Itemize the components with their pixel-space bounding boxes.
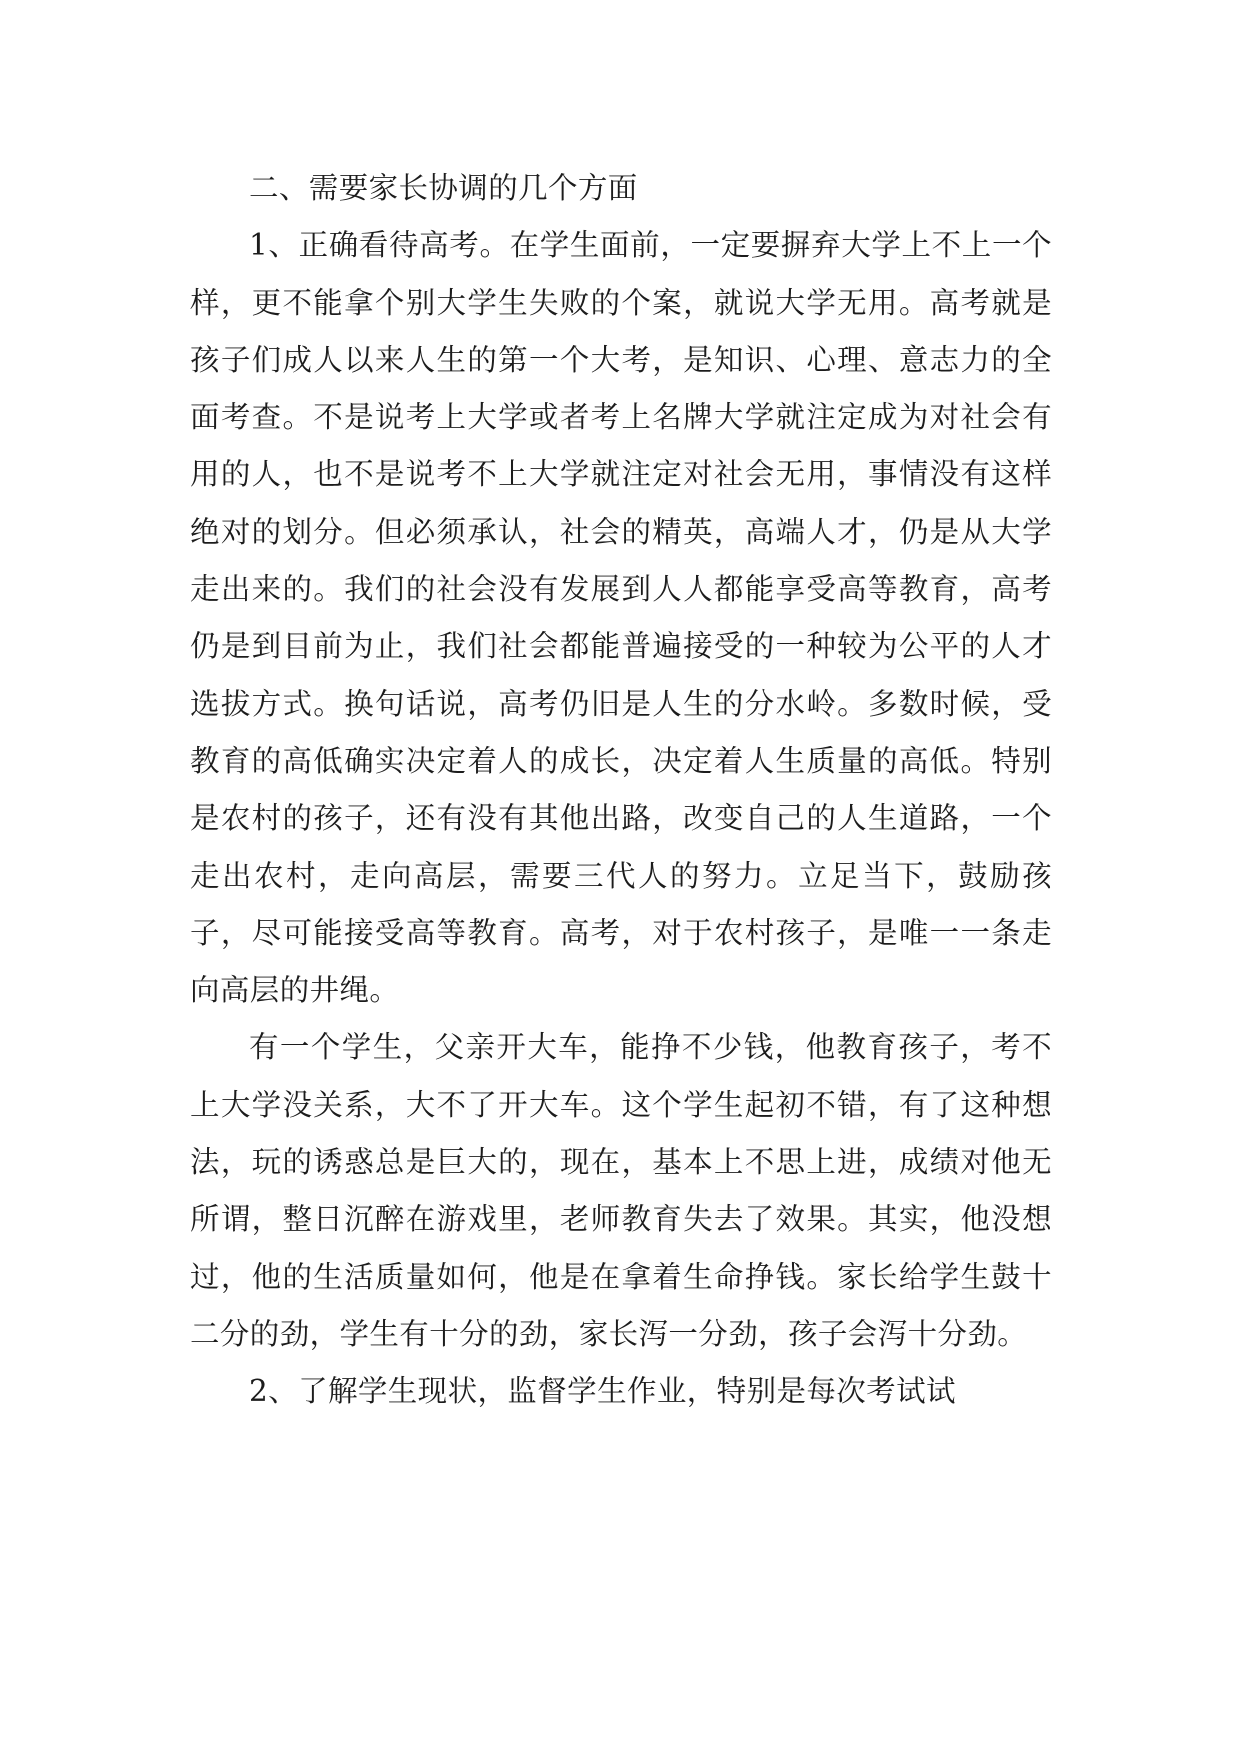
paragraph-gaokao: 1、正确看待高考。在学生面前，一定要摒弃大学上不上一个样，更不能拿个别大学生失败的个案，就说大学无用。高考就是孩子们成人以来人生的第一个大考，是知识、心理、意志力的全面考查。不是说考上大学或者考上名牌大学就注定成为对社会有用的人，也不是说考不上大学就注定对社会无用，事情没有这样绝对的划分。但必须承认，社会的精英，高端人才，仍是从大学走出来的。我们的社会没有发展到人人都能享受高等教育，高考仍是到目前为止，我们社会都能普遍接受的一种较为公平的人才选拔方式。换句话说，高考仍旧是人生的分水岭。多数时候，受教育的高低确实决定着人的成长，决定着人生质量的高低。特别是农村的孩子，还有没有其他出路，改变自己的人生道路，一个走出农村，走向高层，需要三代人的努力。立足当下，鼓励孩子，尽可能接受高等教育。高考，对于农村孩子，是唯一一条走向高层的井绳。 [190,228,1052,1008]
paragraph-example-student: 有一个学生，父亲开大车，能挣不少钱，他教育孩子，考不上大学没关系，大不了开大车。这个学生起初不错，有了这种想法，玩的诱惑总是巨大的，现在，基本上不思上进，成绩对他无所谓，整日沉醉在游戏里，老师教育失去了效果。其实，他没想过，他的生活质量如何，他是在拿着生命挣钱。家长给学生鼓十二分的劲，学生有十分的劲，家长泻一分劲，孩子会泻十分劲。 [190,1030,1052,1351]
paragraph-monitor-homework: 2、了解学生现状，监督学生作业，特别是每次考试试 [249,1374,956,1409]
document-body [190,160,1052,1421]
section-heading: 二、需要家长协调的几个方面 [249,171,638,205]
